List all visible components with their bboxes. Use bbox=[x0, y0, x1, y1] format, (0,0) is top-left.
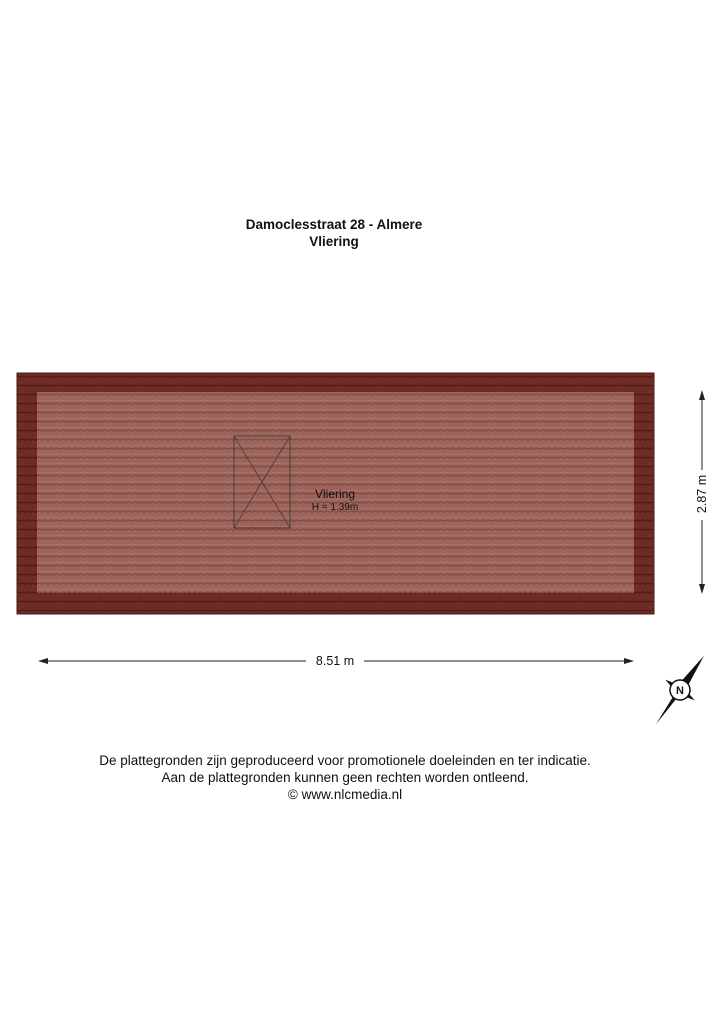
room-height: H = 1.39m bbox=[311, 502, 359, 513]
floor-title: Vliering bbox=[309, 234, 359, 249]
depth-label: 2.87 m bbox=[695, 474, 709, 514]
disclaimer bbox=[0, 752, 690, 803]
compass-label: N bbox=[676, 685, 684, 697]
address-title: Damoclesstraat 28 - Almere bbox=[245, 217, 423, 232]
copyright-line: © www.nlcmedia.nl bbox=[287, 787, 403, 802]
width-label: 8.51 m bbox=[315, 654, 355, 668]
disclaimer-line-2: Aan de plattegronden kunnen geen rechten worden ontleend. bbox=[161, 770, 529, 785]
north-arrow-icon bbox=[641, 645, 719, 734]
disclaimer-line-1: De plattegronden zijn geproduceerd voor promotionele doeleinden en ter indicatie. bbox=[99, 753, 591, 768]
room-name: Vliering bbox=[314, 487, 356, 501]
